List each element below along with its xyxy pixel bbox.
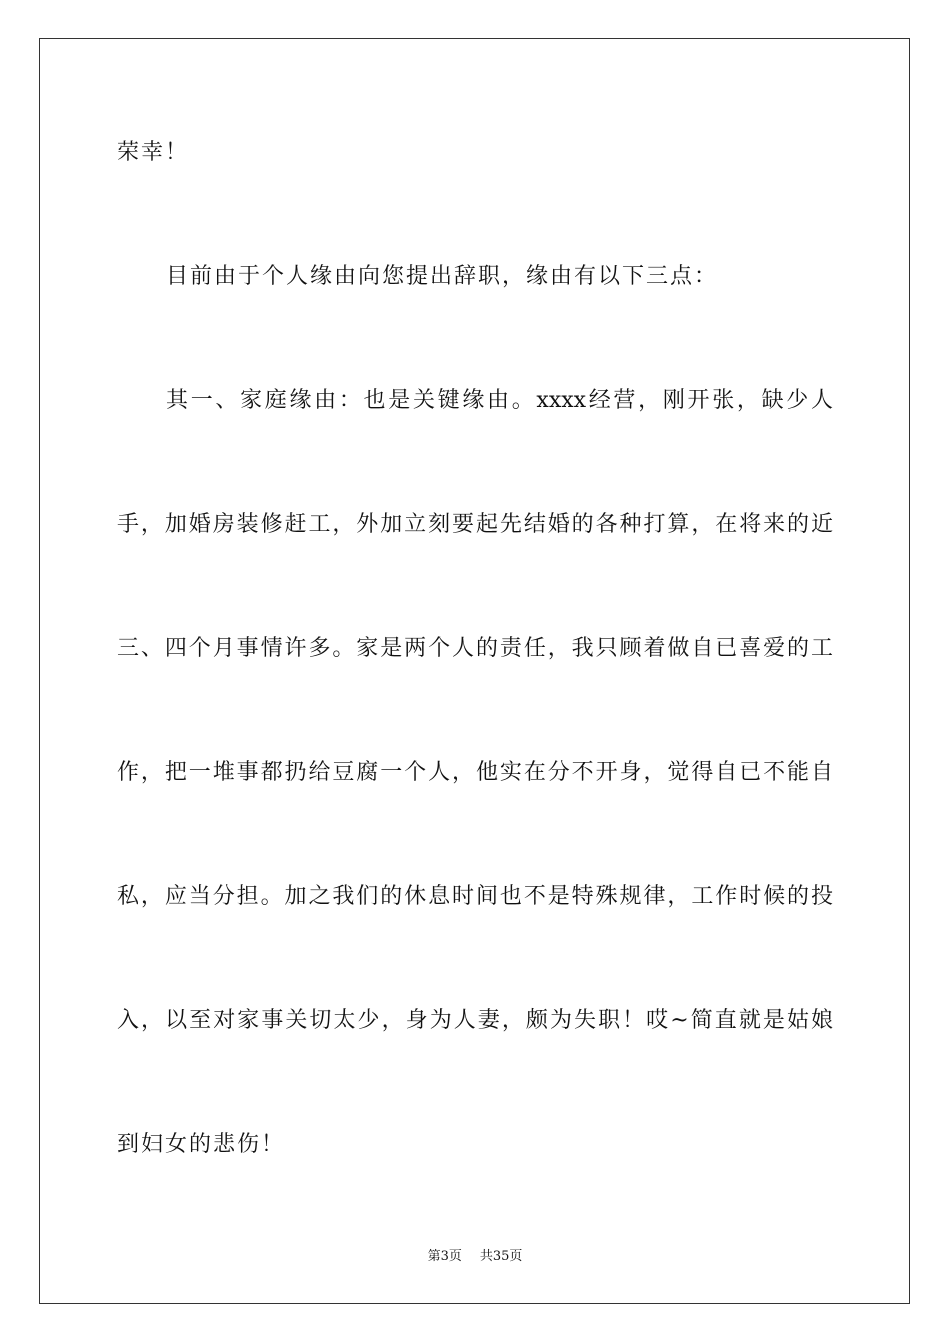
page-number: 第3页 (427, 1249, 462, 1264)
paragraph-reasons-intro: 目前由于个人缘由向您提出辞职，缘由有以下三点： (166, 264, 719, 289)
page-footer (0, 1248, 950, 1266)
page-border (39, 38, 910, 1304)
paragraph-family-reason-line-6: 入，以至对家事关切太少，身为人妻，颇为失职！哎~简直就是姑娘 (117, 1008, 833, 1033)
paragraph-family-reason-line-1: 其一、家庭缘由：也是关键缘由。xxxx经营，刚开张，缺少人 (166, 388, 833, 413)
paragraph-family-reason-line-7: 到妇女的悲伤！ (117, 1132, 286, 1157)
paragraph-family-reason-line-5: 私，应当分担。加之我们的休息时间也不是特殊规律，工作时候的投 (117, 884, 833, 909)
paragraph-family-reason-line-2: 手，加婚房装修赶工，外加立刻要起先结婚的各种打算，在将来的近 (117, 512, 833, 537)
page-total: 共35页 (479, 1249, 523, 1264)
paragraph-family-reason-line-4: 作，把一堆事都扔给豆腐一个人，他实在分不开身，觉得自已不能自 (117, 760, 833, 785)
paragraph-family-reason-line-3: 三、四个月事情许多。家是两个人的责任，我只顾着做自已喜爱的工 (117, 636, 833, 661)
text-line-1: 荣幸！ (117, 140, 190, 165)
